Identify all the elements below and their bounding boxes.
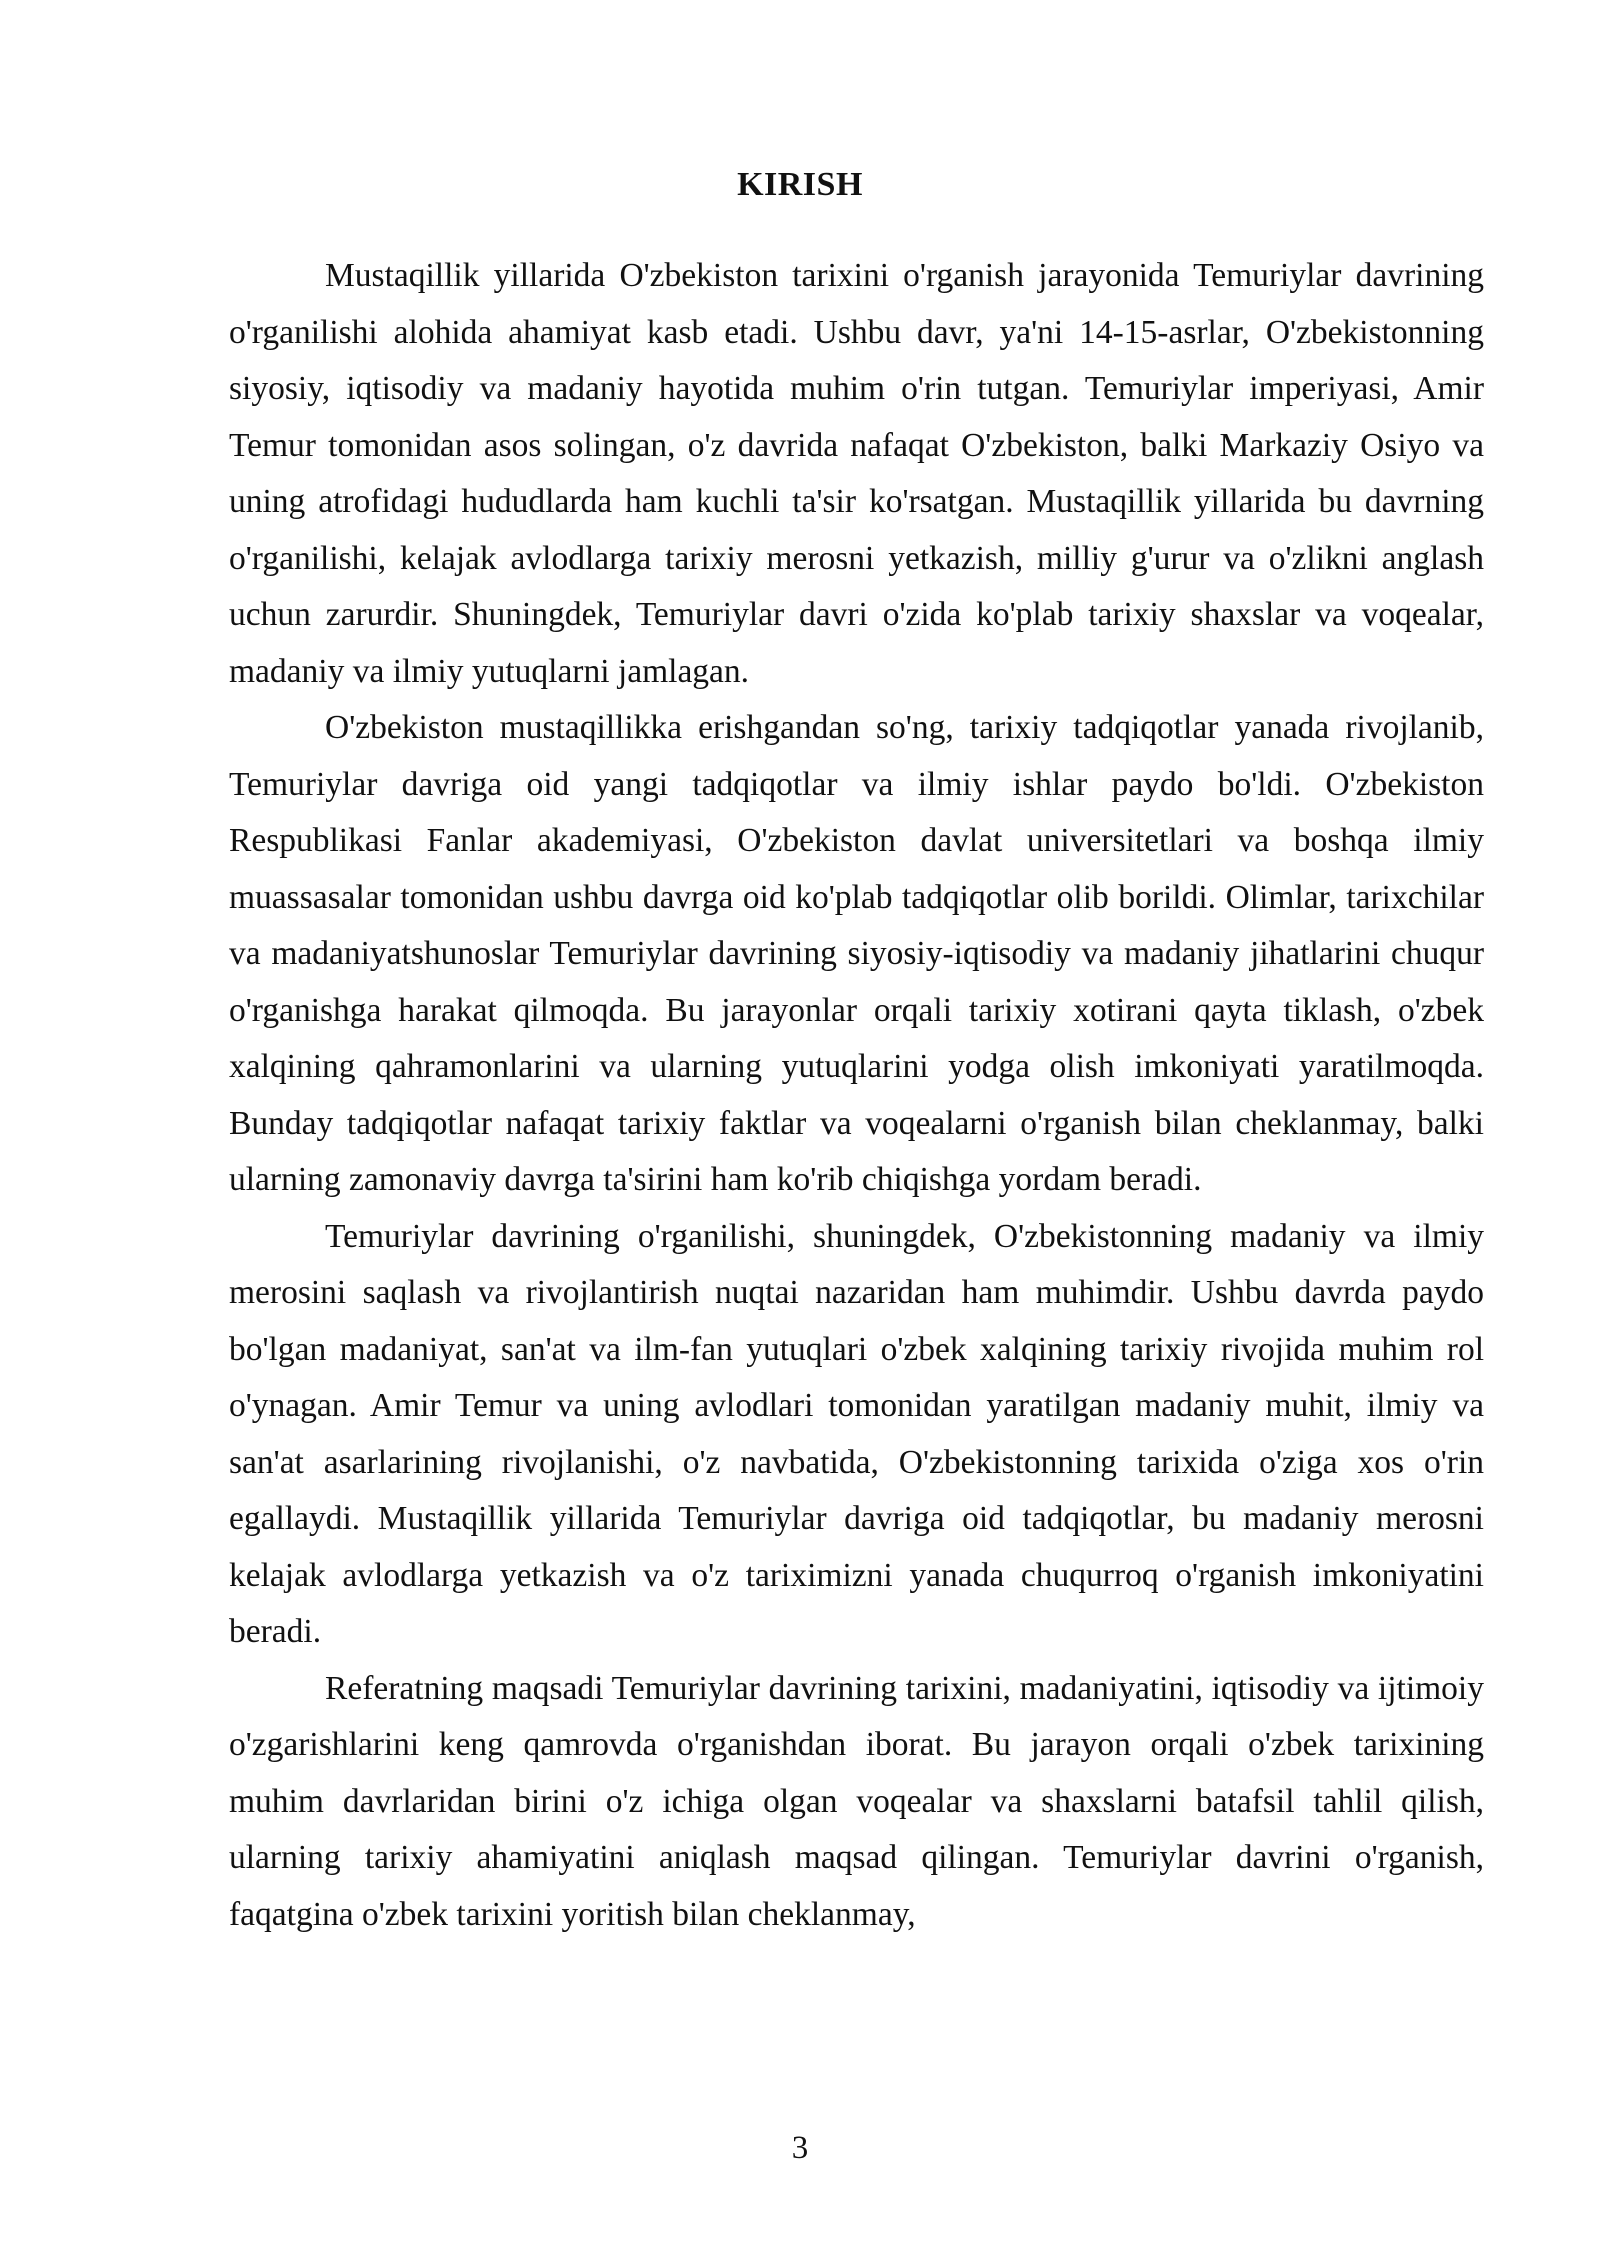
paragraph-3: Temuriylar davrining o'rganilishi, shuningdek, O'zbekistonning madaniy va ilmiy merosini saqlash va rivojlantirish nuqtai nazaridan ham muhimdir. Ushbu davrda paydo bo'lgan madaniyat, san'at va ilm-fan yutuqlari o'zbek xalqining tarixiy rivojida muhim rol o'ynagan. Amir Temur va uning avlodlari tomonidan yaratilgan madaniy muhit, ilmiy va san'at asarlarining rivojlanishi, o'z navbatida, O'zbekistonning tarixida o'ziga xos o'rin egallaydi. Mustaqillik yillarida Temuriylar davriga oid tadqiqotlar, bu madaniy merosni kelajak avlodlarga yetkazish va o'z tariximizni yanada chuqurroq o'rganish imkoniyatini beradi. xyxy=(229,1217,1484,1650)
paragraph-1: Mustaqillik yillarida O'zbekiston tarixini o'rganish jarayonida Temuriylar davrining o'rganilishi alohida ahamiyat kasb etadi. Ushbu davr, ya'ni 14-15-asrlar, O'zbekistonning siyosiy, iqtisodiy va madaniy hayotida muhim o'rin tutgan. Temuriylar imperiyasi, Amir Temur tomonidan asos solingan, o'z davrida nafaqat O'zbekiston, balki Markaziy Osiyo va uning atrofidagi hududlarda ham kuchli ta'sir ko'rsatgan. Mustaqillik yillarida bu davrning o'rganilishi, kelajak avlodlarga tarixiy merosni yetkazish, milliy g'urur va o'zlikni anglash uchun zarurdir. Shuningdek, Temuriylar davri o'zida ko'plab tarixiy shaxslar va voqealar, madaniy va ilmiy yutuqlarni jamlagan. xyxy=(229,257,1484,690)
page-title: KIRISH xyxy=(737,166,863,203)
document-body xyxy=(229,248,1484,1943)
paragraph-2: O'zbekiston mustaqillikka erishgandan so'ng, tarixiy tadqiqotlar yanada rivojlanib, Temuriylar davriga oid yangi tadqiqotlar va ilmiy ishlar paydo bo'ldi. O'zbekiston Respublikasi Fanlar akademiyasi, O'zbekiston davlat universitetlari va boshqa ilmiy muassasalar tomonidan ushbu davrga oid ko'plab tadqiqotlar olib borildi. Olimlar, tarixchilar va madaniyatshunoslar Temuriylar davrining siyosiy-iqtisodiy va madaniy jihatlarini chuqur o'rganishga harakat qilmoqda. Bu jarayonlar orqali tarixiy xotirani qayta tiklash, o'zbek xalqining qahramonlarini va ularning yutuqlarini yodga olish imkoniyati yaratilmoqda. Bunday tadqiqotlar nafaqat tarixiy faktlar va voqealarni o'rganish bilan cheklanmay, balki ularning zamonaviy davrga ta'sirini ham ko'rib chiqishga yordam beradi. xyxy=(229,709,1484,1198)
paragraph-4: Referatning maqsadi Temuriylar davrining tarixini, madaniyatini, iqtisodiy va ijtimoiy o'zgarishlarini keng qamrovda o'rganishdan iborat. Bu jarayon orqali o'zbek tarixining muhim davrlaridan birini o'z ichiga olgan voqealar va shaxslarni batafsil tahlil qilish, ularning tarixiy ahamiyatini aniqlash maqsad qilingan. Temuriylar davrini o'rganish, faqatgina o'zbek tarixini yoritish bilan cheklanmay, xyxy=(229,1669,1484,1933)
page-number: 3 xyxy=(791,2130,809,2166)
